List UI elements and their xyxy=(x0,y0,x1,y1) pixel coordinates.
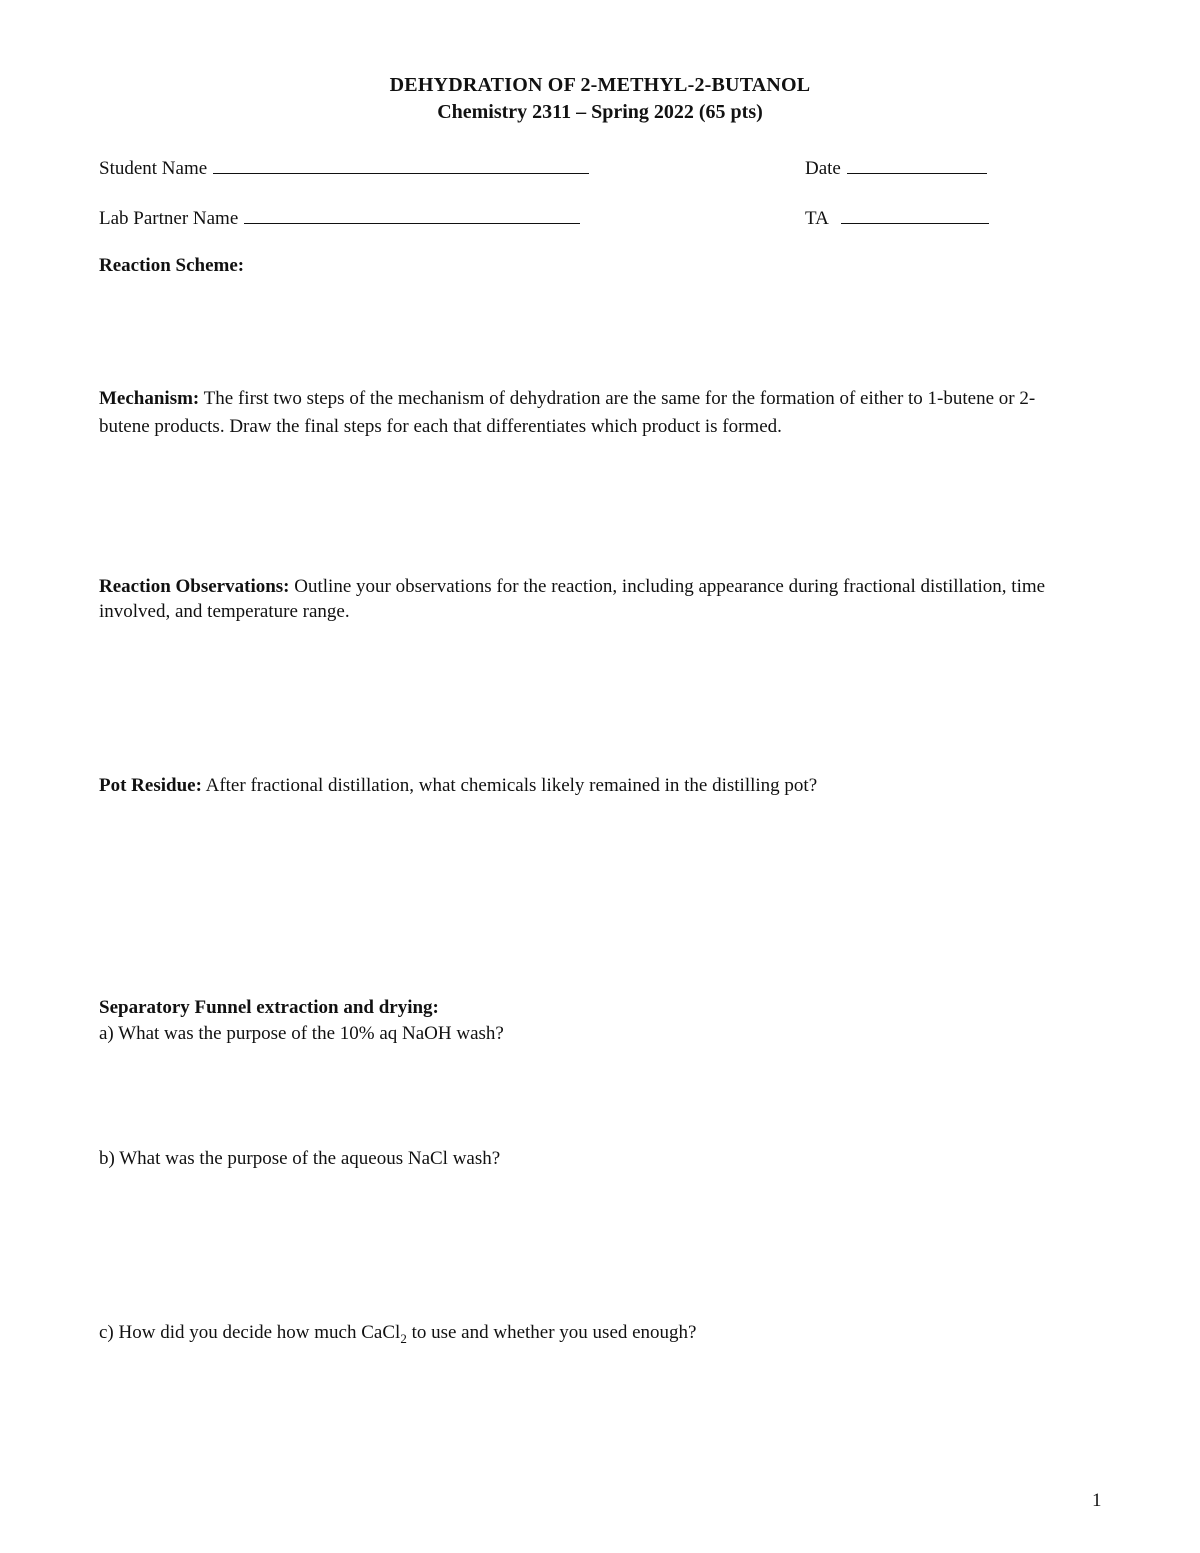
student-name-label: Student Name xyxy=(99,158,208,179)
student-name-blank[interactable] xyxy=(213,155,589,174)
pot-residue-heading: Pot Residue: xyxy=(99,775,202,796)
document-title: DEHYDRATION OF 2-METHYL-2-BUTANOL xyxy=(389,74,811,96)
reaction-observations-text: Outline your observations for the reaction, including appearance during fractional distillation, time involved, and temperature range. xyxy=(99,576,1046,622)
page-number: 1 xyxy=(1092,1490,1102,1511)
mechanism-heading: Mechanism: xyxy=(99,388,200,409)
date-field xyxy=(805,155,987,180)
question-c xyxy=(99,1319,1059,1353)
date-label: Date xyxy=(805,158,841,179)
reaction-scheme-heading: Reaction Scheme: xyxy=(99,255,245,276)
question-c-prefix: c) How did you decide how much CaCl xyxy=(99,1322,401,1343)
separatory-funnel-heading: Separatory Funnel extraction and drying: xyxy=(99,997,439,1018)
pot-residue-section xyxy=(99,772,1059,800)
student-name-field xyxy=(99,155,589,180)
lab-partner-blank[interactable] xyxy=(244,205,580,224)
mechanism-text: The first two steps of the mechanism of dehydration are the same for the formation of either to 1-butene or 2-butene products. Draw the final steps for each that differentiates which product is formed. xyxy=(99,388,1036,437)
question-a: a) What was the purpose of the 10% aq NaOH wash? xyxy=(99,1023,504,1044)
pot-residue-text: After fractional distillation, what chemicals likely remained in the distilling pot? xyxy=(201,775,818,796)
mechanism-section xyxy=(99,385,1059,441)
question-c-subscript: 2 xyxy=(400,1330,407,1346)
question-b: b) What was the purpose of the aqueous NaCl wash? xyxy=(99,1148,501,1169)
ta-blank[interactable] xyxy=(841,205,989,224)
reaction-scheme-section xyxy=(99,252,1059,280)
ta-field xyxy=(805,205,989,230)
separatory-funnel-section xyxy=(99,995,1059,1047)
ta-label: TA xyxy=(805,208,829,229)
date-blank[interactable] xyxy=(847,155,987,174)
reaction-observations-section xyxy=(99,574,1059,624)
question-c-suffix: to use and whether you used enough? xyxy=(406,1322,697,1343)
lab-partner-field xyxy=(99,205,580,230)
document-subtitle: Chemistry 2311 – Spring 2022 (65 pts) xyxy=(437,101,763,123)
reaction-observations-heading: Reaction Observations: xyxy=(99,576,290,597)
lab-partner-label: Lab Partner Name xyxy=(99,208,239,229)
